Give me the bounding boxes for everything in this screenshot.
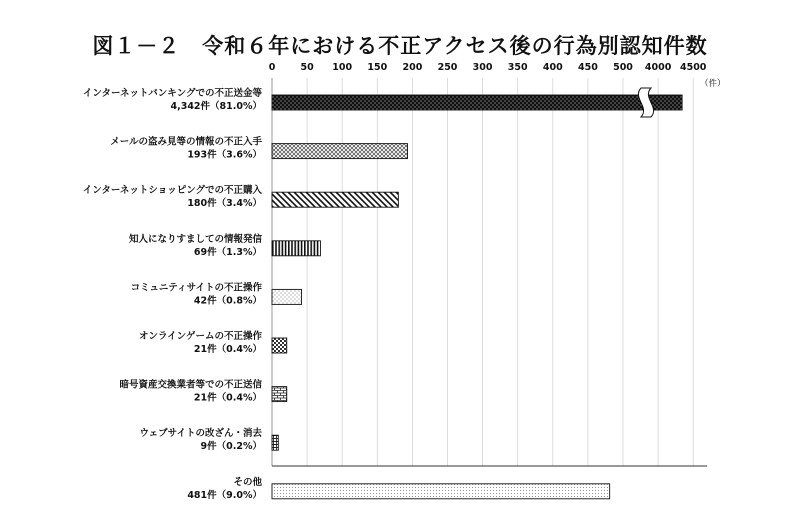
- category-detail: 21件（0.4%）: [193, 344, 262, 355]
- category-label: ウェブサイトの改ざん・消去: [139, 428, 262, 440]
- bar-1: [272, 95, 682, 110]
- bar-5: [272, 289, 301, 304]
- category-label: 暗号資産交換業者等での不正送信: [119, 379, 262, 391]
- category-detail: 21件（0.4%）: [193, 392, 262, 404]
- x-tick-label: 500: [613, 62, 633, 73]
- x-tick-label: 150: [367, 62, 388, 73]
- axis-break-marker: [638, 88, 653, 117]
- category-label: コミュニティサイトの不正操作: [130, 282, 262, 294]
- category-label: インターネットショッピングでの不正購入: [82, 185, 262, 197]
- bar-7: [272, 387, 287, 402]
- category-label: その他: [233, 476, 262, 488]
- bar-8: [272, 435, 278, 450]
- bar-4: [272, 241, 320, 256]
- unit-label: （件）: [700, 79, 726, 89]
- category-detail: 481件（9.0%）: [187, 489, 262, 501]
- bar-9: [272, 484, 610, 499]
- x-tick-label: 100: [332, 62, 353, 73]
- x-tick-label: 50: [300, 62, 314, 73]
- category-label: インターネットバンキングでの不正送金等: [82, 88, 262, 99]
- x-tick-label: 300: [472, 62, 493, 73]
- chart-title: 図１－２ 令和６年における不正アクセス後の行為別認知件数: [92, 34, 708, 58]
- category-label: 知人になりすましての情報発信: [128, 233, 262, 245]
- category-detail: 9件（0.2%）: [200, 441, 262, 453]
- category-detail: 180件（3.4%）: [187, 198, 262, 210]
- category-detail: 4,342件（81.0%）: [170, 101, 262, 112]
- x-tick-label: 0: [268, 62, 276, 73]
- category-label: メールの盗み見等の情報の不正入手: [110, 136, 262, 148]
- bar-6: [272, 338, 287, 353]
- x-tick-label: 350: [507, 62, 528, 73]
- x-tick-label: 450: [577, 62, 598, 73]
- category-detail: 193件（3.6%）: [187, 149, 262, 161]
- x-tick-label: 400: [542, 62, 563, 73]
- category-detail: 42件（0.8%）: [193, 295, 262, 307]
- bar-3: [272, 192, 398, 207]
- category-detail: 69件（1.3%）: [193, 246, 262, 258]
- x-tick-label: 200: [402, 62, 423, 73]
- category-label: オンラインゲームの不正操作: [138, 331, 262, 342]
- x-tick-label: 4000: [644, 62, 672, 73]
- bar-2: [272, 144, 407, 159]
- x-tick-label: 250: [437, 62, 458, 73]
- x-tick-label: 4500: [679, 62, 707, 73]
